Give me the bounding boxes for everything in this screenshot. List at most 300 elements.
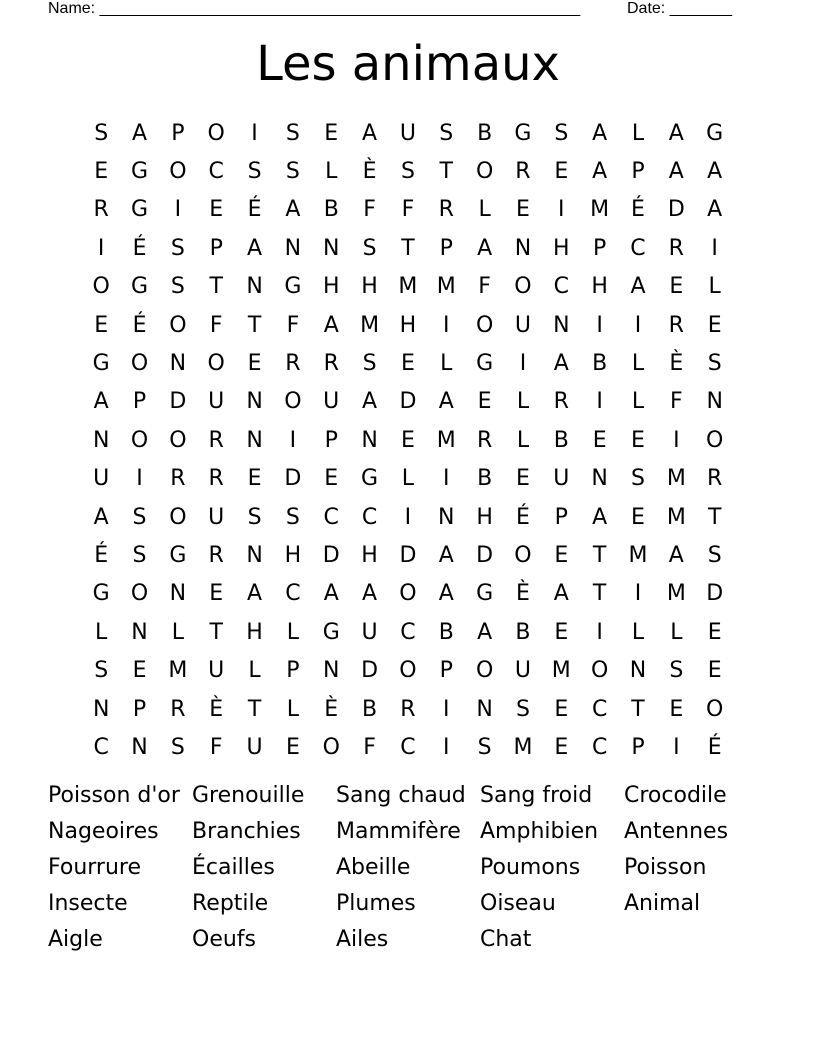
grid-letter: G — [476, 581, 494, 607]
grid-letter: S — [285, 159, 300, 185]
grid-letter: L — [286, 619, 300, 645]
grid-letter: D — [667, 197, 685, 223]
grid-letter: È — [362, 159, 377, 185]
grid-letter: R — [476, 427, 493, 453]
grid-letter: O — [514, 542, 532, 568]
grid-letter: É — [516, 504, 530, 530]
grid-letter: G — [169, 542, 187, 568]
grid-letter: E — [94, 159, 109, 185]
grid-letter: È — [209, 696, 224, 722]
grid-letter: O — [169, 159, 187, 185]
word-list-item: Chat — [480, 927, 532, 952]
grid-letter: I — [634, 312, 642, 338]
grid-letter: N — [591, 466, 608, 492]
grid-letter: E — [707, 658, 722, 684]
grid-letter: O — [475, 159, 494, 185]
grid-letter: L — [478, 197, 491, 223]
grid-letter: I — [443, 466, 450, 492]
grid-letter: I — [97, 235, 105, 261]
grid-letter: U — [246, 734, 263, 760]
grid-letter: C — [591, 696, 608, 722]
grid-letter: B — [592, 351, 608, 377]
grid-letter: H — [246, 619, 263, 645]
grid-letter: E — [707, 619, 722, 645]
grid-letter: C — [630, 235, 646, 261]
grid-letter: G — [284, 274, 302, 300]
grid-letter: B — [553, 427, 569, 453]
grid-letter: E — [516, 466, 530, 492]
grid-letter: G — [130, 159, 149, 185]
grid-letter: H — [591, 274, 608, 300]
grid-letter: I — [251, 120, 258, 146]
grid-letter: U — [323, 389, 340, 415]
grid-row — [82, 114, 734, 152]
grid-letter: S — [477, 734, 492, 760]
grid-letter: N — [438, 504, 455, 530]
grid-letter: N — [706, 389, 723, 415]
grid-letter: E — [516, 197, 530, 223]
grid-letter: N — [131, 619, 148, 645]
word-list-item: Écailles — [192, 855, 275, 880]
grid-letter: P — [132, 696, 147, 722]
grid-letter: A — [438, 389, 454, 415]
grid-letter: T — [439, 159, 453, 185]
grid-letter: B — [323, 197, 339, 223]
grid-letter: N — [246, 274, 263, 300]
word-list-item: Oiseau — [480, 891, 556, 916]
grid-letter: C — [93, 734, 109, 760]
grid-letter: A — [247, 235, 263, 261]
grid-letter: L — [708, 274, 721, 300]
grid-letter: R — [400, 696, 416, 722]
grid-letter: O — [475, 658, 494, 684]
grid-row — [82, 498, 734, 536]
grid-letter: I — [136, 466, 143, 492]
grid-letter: A — [707, 197, 723, 223]
grid-letter: R — [93, 197, 109, 223]
grid-letter: S — [170, 274, 185, 300]
grid-letter: A — [477, 619, 493, 645]
word-list-item: Poisson — [624, 855, 707, 880]
word-list-item: Aigle — [48, 927, 103, 952]
word-list-item: Poisson d'or — [48, 783, 180, 808]
grid-letter: E — [554, 159, 569, 185]
grid-letter: T — [401, 235, 415, 261]
grid-letter: I — [443, 734, 450, 760]
grid-letter: A — [668, 159, 684, 185]
grid-letter: O — [322, 734, 340, 760]
word-list-item: Abeille — [336, 855, 411, 880]
grid-letter: H — [284, 542, 302, 568]
grid-letter: M — [628, 542, 648, 568]
grid-letter: R — [170, 466, 186, 492]
grid-letter: R — [707, 466, 723, 492]
word-list-item: Nageoires — [48, 819, 159, 844]
grid-letter: E — [285, 734, 300, 760]
grid-letter: I — [558, 197, 565, 223]
grid-letter: U — [553, 466, 570, 492]
word-list-item: Antennes — [624, 819, 729, 844]
grid-letter: S — [362, 351, 377, 377]
grid-letter: E — [631, 504, 645, 530]
grid-letter: D — [706, 581, 724, 607]
name-field-label: Name: ______________________________________________________ — [48, 0, 581, 17]
grid-letter: E — [324, 466, 339, 492]
grid-letter: N — [169, 581, 187, 607]
grid-letter: D — [399, 542, 417, 568]
grid-letter: S — [362, 235, 377, 261]
grid-letter: B — [477, 466, 493, 492]
grid-letter: I — [596, 389, 603, 415]
grid-letter: A — [93, 389, 109, 415]
grid-row — [82, 536, 734, 574]
grid-letter: P — [439, 658, 453, 684]
grid-letter: F — [209, 312, 223, 338]
grid-row — [82, 575, 734, 613]
grid-letter: F — [670, 389, 683, 415]
grid-letter: N — [476, 696, 493, 722]
word-list-item: Sang froid — [480, 783, 593, 808]
grid-letter: P — [554, 504, 568, 530]
grid-letter: T — [209, 619, 223, 645]
grid-letter: F — [478, 274, 491, 300]
grid-letter: A — [477, 235, 493, 261]
grid-letter: R — [515, 159, 531, 185]
grid-letter: S — [247, 159, 262, 185]
grid-letter: M — [666, 581, 686, 607]
grid-letter: S — [94, 658, 109, 684]
word-list-item: Branchies — [192, 819, 301, 844]
word-list-item: Animal — [624, 891, 701, 916]
grid-letter: E — [554, 542, 569, 568]
grid-letter: I — [673, 427, 680, 453]
grid-letter: N — [553, 312, 570, 338]
grid-letter: M — [590, 197, 610, 223]
grid-letter: M — [436, 274, 456, 300]
grid-letter: E — [400, 351, 415, 377]
grid-letter: D — [476, 542, 494, 568]
grid-letter: N — [246, 389, 263, 415]
grid-letter: B — [515, 619, 531, 645]
grid-letter: H — [476, 504, 493, 530]
grid-letter: I — [443, 312, 450, 338]
grid-letter: B — [438, 619, 454, 645]
grid-letter: A — [323, 312, 339, 338]
grid-letter: N — [246, 427, 263, 453]
grid-letter: A — [285, 197, 301, 223]
grid-row — [82, 152, 734, 190]
grid-letter: O — [475, 312, 494, 338]
grid-letter: N — [169, 351, 187, 377]
grid-letter: P — [439, 235, 453, 261]
grid-letter: A — [362, 581, 378, 607]
grid-letter: N — [323, 235, 340, 261]
grid-letter: O — [590, 658, 609, 684]
grid-letter: S — [707, 542, 722, 568]
grid-row — [82, 191, 734, 229]
grid-letter: O — [706, 696, 724, 722]
grid-letter: O — [514, 274, 532, 300]
grid-letter: È — [516, 581, 530, 607]
grid-letter: A — [362, 120, 378, 146]
grid-letter: H — [361, 542, 378, 568]
grid-letter: S — [554, 120, 569, 146]
grid-letter: G — [130, 197, 149, 223]
grid-letter: G — [514, 120, 532, 146]
grid-letter: I — [519, 351, 527, 377]
grid-letter: E — [669, 274, 684, 300]
grid-letter: A — [592, 159, 608, 185]
grid-letter: M — [666, 466, 686, 492]
grid-letter: N — [629, 658, 647, 684]
grid-letter: T — [592, 581, 607, 607]
grid-letter: F — [363, 197, 376, 223]
grid-letter: R — [668, 312, 684, 338]
grid-letter: S — [285, 120, 300, 146]
grid-letter: N — [284, 235, 302, 261]
grid-letter: I — [596, 619, 603, 645]
grid-letter: A — [362, 389, 378, 415]
page-title: Les animaux — [256, 36, 560, 92]
grid-letter: O — [130, 427, 149, 453]
grid-letter: O — [169, 312, 187, 338]
grid-letter: S — [170, 734, 185, 760]
grid-letter: È — [669, 351, 684, 377]
grid-letter: A — [592, 504, 608, 530]
grid-letter: O — [169, 427, 187, 453]
grid-letter: G — [92, 351, 110, 377]
grid-letter: M — [513, 734, 533, 760]
grid-letter: O — [284, 389, 302, 415]
grid-letter: N — [92, 696, 110, 722]
grid-letter: O — [399, 581, 417, 607]
grid-letter: T — [592, 542, 607, 568]
grid-letter: I — [634, 581, 642, 607]
grid-letter: L — [631, 389, 645, 415]
grid-letter: U — [208, 504, 225, 530]
grid-letter: R — [668, 235, 684, 261]
grid-row — [82, 690, 734, 728]
grid-letter: L — [95, 619, 108, 645]
grid-letter: É — [132, 235, 147, 261]
grid-letter: E — [707, 312, 722, 338]
grid-letter: R — [438, 197, 454, 223]
grid-row — [82, 229, 734, 267]
grid-letter: L — [670, 619, 683, 645]
grid-letter: F — [363, 734, 376, 760]
grid-letter: N — [514, 235, 532, 261]
grid-letter: A — [630, 274, 646, 300]
grid-letter: P — [631, 734, 645, 760]
grid-letter: O — [130, 351, 149, 377]
grid-letter: P — [171, 120, 185, 146]
grid-letter: C — [553, 274, 569, 300]
grid-letter: G — [476, 351, 494, 377]
grid-letter: L — [171, 619, 184, 645]
grid-letter: G — [361, 466, 379, 492]
grid-letter: G — [322, 619, 340, 645]
grid-letter: E — [477, 389, 492, 415]
grid-row — [82, 344, 734, 382]
grid-letter: L — [516, 389, 530, 415]
grid-letter: É — [94, 542, 109, 568]
grid-letter: N — [323, 658, 340, 684]
grid-letter: E — [247, 351, 262, 377]
grid-letter: O — [92, 274, 110, 300]
grid-row — [82, 728, 734, 766]
grid-letter: U — [514, 312, 531, 338]
grid-letter: M — [436, 427, 456, 453]
grid-letter: N — [92, 427, 110, 453]
grid-letter: M — [168, 658, 188, 684]
grid-letter: E — [94, 312, 109, 338]
grid-letter: U — [93, 466, 110, 492]
grid-letter: R — [208, 427, 224, 453]
grid-letter: I — [711, 235, 718, 261]
grid-letter: T — [247, 696, 262, 722]
grid-row — [82, 306, 734, 344]
grid-letter: A — [592, 120, 608, 146]
grid-letter: H — [399, 312, 417, 338]
date-field-label: Date: _______ — [627, 0, 732, 17]
grid-letter: A — [668, 542, 684, 568]
grid-letter: O — [399, 658, 417, 684]
grid-letter: P — [209, 235, 223, 261]
grid-letter: I — [174, 197, 182, 223]
word-list-item: Fourrure — [48, 855, 142, 880]
grid-letter: É — [247, 197, 262, 223]
grid-row — [82, 651, 734, 689]
grid-letter: É — [631, 197, 645, 223]
grid-letter: C — [361, 504, 378, 530]
grid-letter: E — [400, 427, 415, 453]
grid-letter: I — [596, 312, 603, 338]
grid-letter: E — [209, 197, 224, 223]
grid-letter: S — [285, 504, 300, 530]
grid-letter: A — [131, 120, 148, 146]
grid-letter: A — [438, 581, 454, 607]
grid-letter: É — [707, 734, 722, 760]
word-list-item: Plumes — [336, 891, 416, 916]
grid-letter: R — [208, 466, 224, 492]
grid-letter: E — [209, 581, 224, 607]
grid-letter: D — [169, 389, 187, 415]
grid-letter: A — [553, 581, 569, 607]
grid-letter: M — [551, 658, 571, 684]
grid-letter: L — [248, 658, 261, 684]
word-list-item: Insecte — [48, 891, 128, 916]
grid-letter: E — [554, 734, 569, 760]
grid-letter: O — [130, 581, 149, 607]
grid-letter: È — [324, 696, 339, 722]
grid-row — [82, 460, 734, 498]
grid-letter: P — [286, 658, 300, 684]
grid-row — [82, 383, 734, 421]
grid-letter: S — [439, 120, 454, 146]
grid-letter: F — [209, 734, 223, 760]
grid-letter: N — [361, 427, 378, 453]
grid-letter: U — [399, 120, 416, 146]
word-list-item: Sang chaud — [336, 783, 466, 808]
grid-letter: A — [707, 159, 723, 185]
grid-letter: I — [404, 504, 412, 530]
grid-letter: F — [286, 312, 300, 338]
grid-letter: P — [132, 389, 147, 415]
word-list-item: Grenouille — [192, 783, 305, 808]
grid-letter: I — [443, 696, 450, 722]
grid-letter: U — [208, 658, 225, 684]
grid-letter: D — [322, 542, 340, 568]
word-list-item: Amphibien — [480, 819, 599, 844]
grid-letter: A — [93, 504, 109, 530]
grid-letter: L — [516, 427, 530, 453]
word-list-item: Ailes — [336, 927, 389, 952]
grid-letter: M — [398, 274, 418, 300]
grid-letter: R — [553, 389, 569, 415]
grid-letter: A — [323, 581, 339, 607]
grid-letter: I — [673, 734, 680, 760]
grid-letter: C — [591, 734, 608, 760]
grid-letter: T — [247, 312, 262, 338]
letter-grid — [82, 114, 734, 767]
grid-letter: D — [361, 658, 379, 684]
grid-letter: R — [323, 351, 339, 377]
grid-letter: G — [130, 274, 149, 300]
grid-letter: G — [706, 120, 724, 146]
grid-letter: A — [668, 120, 684, 146]
grid-letter: E — [554, 696, 569, 722]
grid-letter: C — [285, 581, 301, 607]
word-list — [48, 778, 768, 958]
grid-letter: S — [247, 504, 262, 530]
grid-letter: L — [286, 696, 300, 722]
grid-letter: O — [207, 351, 225, 377]
grid-letter: L — [325, 159, 338, 185]
grid-letter: E — [592, 427, 607, 453]
grid-letter: R — [170, 696, 186, 722]
grid-letter: A — [553, 351, 569, 377]
grid-letter: U — [361, 619, 378, 645]
grid-letter: M — [666, 504, 686, 530]
grid-letter: L — [631, 351, 645, 377]
word-list-item: Poumons — [480, 855, 581, 880]
word-list-item: Reptile — [192, 891, 269, 916]
grid-letter: H — [361, 274, 378, 300]
grid-letter: B — [362, 696, 378, 722]
grid-letter: O — [169, 504, 187, 530]
grid-letter: L — [401, 466, 415, 492]
grid-letter: E — [631, 427, 645, 453]
grid-letter: S — [94, 120, 109, 146]
grid-letter: E — [554, 619, 569, 645]
grid-letter: F — [401, 197, 415, 223]
grid-letter: C — [323, 504, 339, 530]
grid-letter: H — [553, 235, 570, 261]
grid-letter: C — [400, 619, 416, 645]
grid-row — [82, 268, 734, 306]
grid-letter: P — [324, 427, 338, 453]
grid-letter: D — [399, 389, 417, 415]
grid-letter: T — [707, 504, 722, 530]
grid-letter: A — [247, 581, 263, 607]
grid-letter: E — [132, 658, 147, 684]
grid-letter: C — [208, 159, 224, 185]
grid-letter: P — [593, 235, 607, 261]
grid-letter: H — [322, 274, 340, 300]
grid-row — [82, 613, 734, 651]
grid-letter: U — [208, 389, 225, 415]
word-list-item: Mammifère — [336, 819, 461, 844]
